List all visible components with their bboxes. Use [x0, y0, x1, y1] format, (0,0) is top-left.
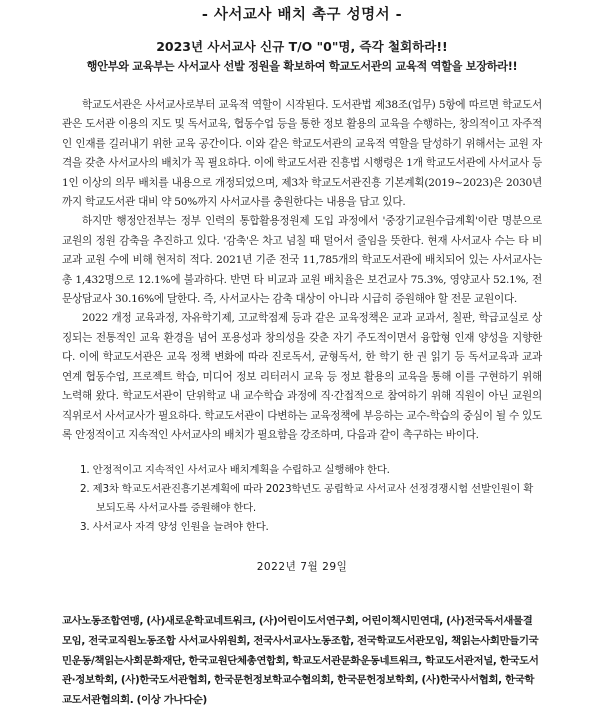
signatory-organizations: 교사노동조합연맹, (사)새로운학교네트워크, (사)어린이도서연구회, 어린이책시민연대, (사)전국독서새물결모임, 전국교직원노동조합 사서교사위원회, 전국사서교사노동조합, 전국학교도서관모임, 책읽는사회만들기국민운동/책읽는사회문화재단, 한국교원단체총연합회, 학교도서관문화운동네트워크, 학교도서관저널, 한국도서관·정보학회, (사)한국도서관협회, 한국문헌정보학교수협의회, 한국문헌정보학회, (사)한국사서협회, 한국학교도서관협의회. (이상 가나다순) — [62, 615, 539, 706]
statement-body — [62, 96, 542, 445]
demand-list — [62, 461, 542, 537]
headline-primary: 2023년 사서교사 신규 T/O "0"명, 즉각 철회하라!! — [156, 39, 448, 54]
headline-secondary: 행안부와 교육부는 사서교사 선발 정원을 확보하여 학교도서관의 교육적 역할을 보장하라!! — [86, 60, 518, 73]
body-paragraph-1: 학교도서관은 사서교사로부터 교육적 역할이 시작된다. 도서관법 제38조(업무) 5항에 따르면 학교도서관은 도서관 이용의 지도 및 독서교육, 협동수업 등을 통한 정보 활용의 교육을 수행하는, 창의적이고 자주적인 인재를 길러내기 위한 교육 공간이다. 이와 같은 학교도서관의 교육적 역할을 달성하기 위해서는 교원 자격을 갖춘 사서교사의 배치가 꼭 필요하다. 이에 학교도서관 진흥법 시행령은 1개 학교도서관에 사서교사 등 1인 이상의 의무 배치를 내용으로 개정되었으며, 제3차 학교도서관진흥 기본계획(2019~2023)은 2030년까지 학교도서관 대비 약 50%까지 사서교사를 충원한다는 내용을 담고 있다. — [62, 99, 542, 209]
demand-item-1: 1. 안정적이고 지속적인 사서교사 배치계획을 수립하고 실행해야 한다. — [80, 464, 390, 477]
statement-date: 2022년 7월 29일 — [256, 561, 348, 574]
body-paragraph-3: 2022 개정 교육과정, 자유학기제, 고교학점제 등과 같은 교육정책은 교과 교과서, 칠판, 학급교실로 상징되는 전통적인 교육 환경을 넘어 포용성과 창의성을 갖춘 자기 주도적이면서 융합형 인재 양성을 지향한다. 이에 학교도서관은 교육 정책 변화에 따라 진로독서, 균형독서, 한 학기 한 권 읽기 등 독서교육과 교과 연계 협동수업, 프로젝트 학습, 미디어 정보 리터러시 교육 등 정보 활용의 교육을 통해 이를 구현하기 위해 노력해 왔다. 학교도서관이 단위학교 내 교수학습 과정에 직·간접적으로 참여하기 위해 직원이 아닌 교원의 직위로서 사서교사가 필요하다. 학교도서관이 다변하는 교육정책에 부응하는 교수-학습의 중심이 될 수 있도록 안정적이고 지속적인 사서교사의 배치가 필요함을 강조하며, 다음과 같이 촉구하는 바이다. — [62, 312, 543, 441]
demand-item-2: 2. 제3차 학교도서관진흥기본계획에 따라 2023학년도 공립학교 사서교사 선정경쟁시험 선발인원이 확보되도록 사서교사를 증원해야 한다. — [80, 483, 534, 515]
body-paragraph-2: 하지만 행정안전부는 정부 인력의 통합활용정원제 도입 과정에서 '중장기교원수급계획'이란 명분으로 교원의 정원 감축을 추진하고 있다. '감축'은 차고 넘칠 때 덜어서 줄임을 뜻한다. 현재 사서교사 수는 타 비교과 교원 수에 비해 현저히 적다. 2021년 기준 전국 11,785개의 학교도서관에 배치되어 있는 사서교사는 총 1,432명으로 12.1%에 불과하다. 반면 타 비교과 교원 배치율은 보건교사 75.3%, 영양교사 52.1%, 전문상담교사 30.16%에 달한다. 즉, 사서교사는 감축 대상이 아니라 시급히 증원해야 할 전문 교원이다. — [62, 215, 542, 306]
demand-item-3: 3. 사서교사 자격 양성 인원을 늘려야 한다. — [80, 521, 269, 534]
document-title: - 사서교사 배치 촉구 성명서 - — [201, 7, 403, 23]
